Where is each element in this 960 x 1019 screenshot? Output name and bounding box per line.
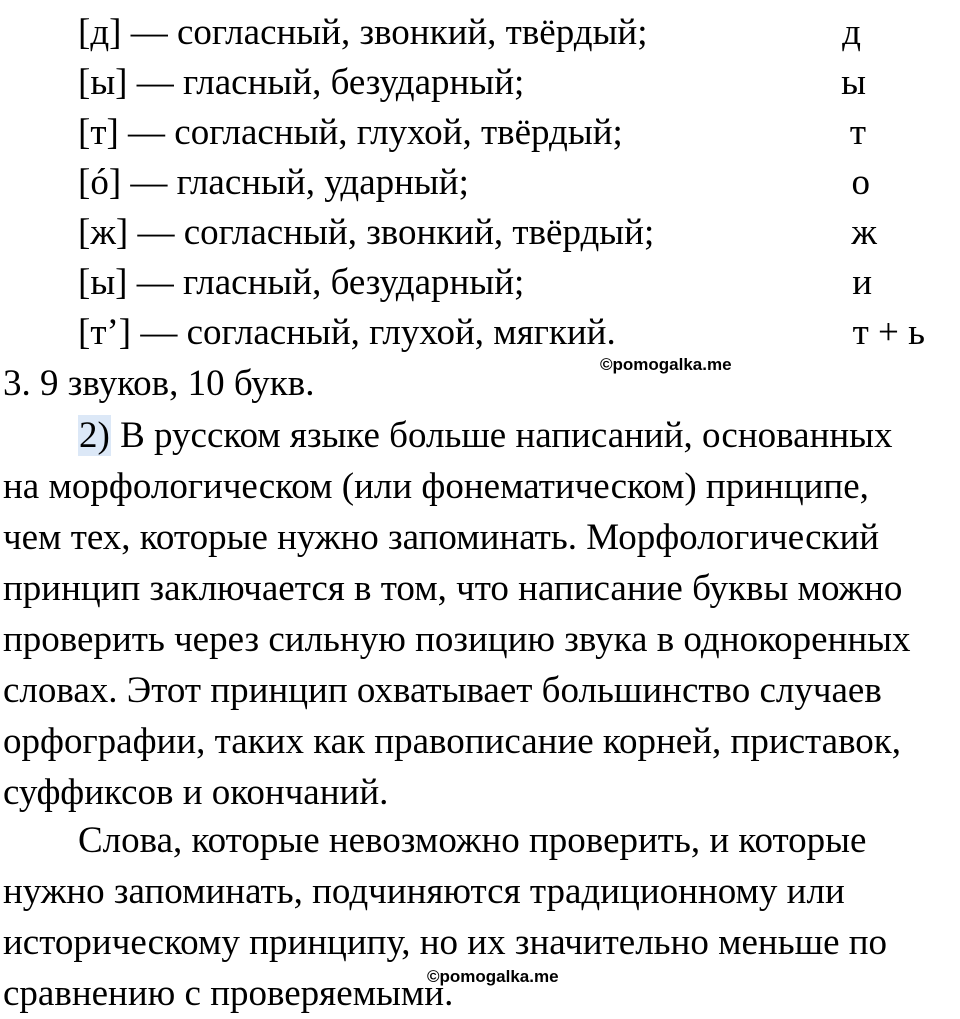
phonetic-row: [0, 258, 960, 308]
paragraph-1-line: [78, 411, 960, 461]
paragraph-1-line: проверить через сильную позицию звука в однокоренных: [3, 619, 911, 660]
phonetic-row: [0, 208, 960, 258]
sound-description: [ы] — гласный, безударный;: [78, 62, 525, 103]
letter-value: т + ь: [852, 312, 925, 353]
paragraph-text: В русском языке больше написаний, основанных: [110, 415, 893, 456]
phonetic-row: [0, 8, 960, 58]
paragraph-1-line: суффиксов и окончаний.: [3, 772, 389, 813]
letter-value: и: [852, 262, 872, 303]
watermark: ©pomogalka.me: [600, 355, 732, 374]
paragraph-2-line: сравнению с проверяемыми.: [3, 973, 454, 1014]
paragraph-1-line: чем тех, которые нужно запоминать. Морфологический: [3, 517, 880, 558]
letter-value: т: [849, 112, 866, 153]
letter-value: о: [851, 162, 870, 203]
summary-line: 3. 9 звуков, 10 букв.: [3, 363, 315, 404]
letter-value: ы: [841, 62, 866, 103]
paragraph-2-line: историческому принципу, но их значительно меньше по: [3, 922, 888, 963]
letter-value: ж: [851, 212, 877, 253]
sound-description: [д] — согласный, звонкий, твёрдый;: [78, 12, 648, 53]
sound-description: [ó] — гласный, ударный;: [78, 162, 469, 203]
watermark: ©pomogalka.me: [427, 967, 559, 986]
sound-description: [т] — согласный, глухой, твёрдый;: [78, 112, 623, 153]
letter-value: д: [842, 12, 861, 53]
paragraph-1-line: орфографии, таких как правописание корней, приставок,: [3, 721, 902, 762]
phonetic-row: [0, 308, 960, 358]
answer-marker: 2): [79, 415, 110, 456]
sound-description: [ж] — согласный, звонкий, твёрдый;: [78, 212, 655, 253]
paragraph-2-line: Слова, которые невозможно проверить, и которые: [78, 820, 867, 861]
paragraph-1-line: на морфологическом (или фонематическом) принципе,: [3, 466, 869, 507]
sound-description: [т’] — согласный, глухой, мягкий.: [78, 312, 616, 353]
phonetic-row: [0, 108, 960, 158]
sound-description: [ы] — гласный, безударный;: [78, 262, 525, 303]
phonetic-row: [0, 158, 960, 208]
paragraph-2-line: нужно запоминать, подчиняются традиционному или: [3, 871, 845, 912]
paragraph-1-line: принцип заключается в том, что написание буквы можно: [3, 568, 903, 609]
phonetic-row: [0, 58, 960, 108]
paragraph-1-line: словах. Этот принцип охватывает большинство случаев: [3, 670, 882, 711]
